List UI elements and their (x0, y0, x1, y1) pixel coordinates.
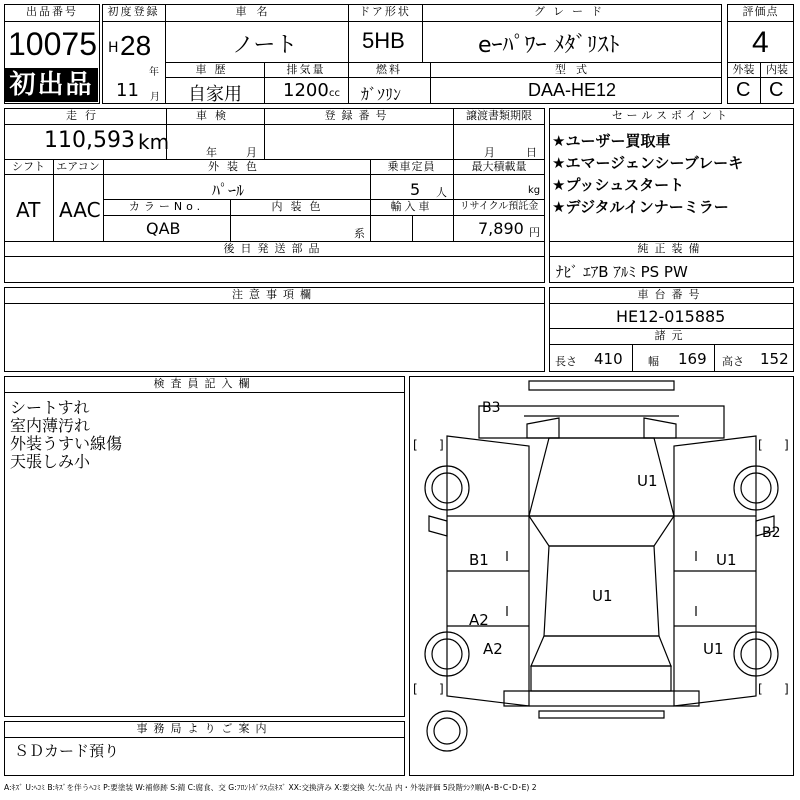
transfer-month-unit: 月 (484, 146, 495, 159)
inspector-note: 外装うすい線傷 (10, 434, 123, 453)
model-label: 型式 (555, 63, 597, 76)
mileage-label: 走行 (66, 109, 104, 122)
inspector-note: 室内薄汚れ (10, 416, 91, 435)
capacity-label: 乗車定員 (387, 160, 436, 173)
damage-mark-b1: B1 (469, 551, 489, 569)
model: DAA-HE12 (528, 80, 617, 100)
recycle-unit: 円 (529, 226, 540, 239)
bracket-left-bottom-close: ] (439, 682, 444, 696)
inspection-label: 車検 (196, 109, 234, 122)
sales-points-label: セールスポイント (611, 109, 731, 122)
exterior-label: 外装 (732, 63, 755, 76)
recycle-deposit: 7,890 (478, 219, 524, 238)
door-type: 5HB (362, 28, 405, 53)
bracket-left-top-close: ] (439, 438, 444, 452)
grade: eｰﾊﾟﾜｰ ﾒﾀﾞﾘｽﾄ (478, 33, 620, 58)
fuel: ｶﾞｿﾘﾝ (361, 85, 402, 104)
damage-mark-left-rear-door: A2 (469, 611, 489, 629)
bracket-right-top: [ (758, 438, 763, 452)
recycle-label: リサイクル預託金 (459, 201, 539, 212)
displacement-label: 排気量 (286, 63, 326, 76)
lot-number: 10075 (8, 26, 97, 62)
score-label: 評価点 (742, 5, 779, 18)
original-equipment-label: 純正装備 (637, 242, 706, 255)
displacement: 1200 (283, 80, 329, 101)
sales-point: ★ユーザー買取車 (552, 132, 671, 150)
lot-number-label: 出品番号 (26, 5, 78, 18)
car-name-label: 車名 (235, 5, 278, 18)
chassis-label: 車台番号 (637, 288, 706, 301)
damage-mark-left-quarter: A2 (483, 640, 503, 658)
notes-label: 注意事項欄 (232, 288, 317, 301)
inspector-note: シートすれ (10, 398, 90, 417)
transfer-deadline-label: 譲渡書類期限 (466, 109, 532, 122)
office-label: 事務局よりご案内 (136, 722, 273, 735)
import-label: 輸入車 (390, 200, 433, 213)
width-label: 幅 (648, 355, 659, 368)
registration-number-label: 登録番号 (324, 109, 393, 122)
original-equipment: ﾅﾋﾞ ｴｱB ｱﾙﾐ PS PW (556, 263, 688, 281)
aircon: AAC (59, 198, 101, 222)
inspection-month-unit: 月 (246, 146, 257, 159)
color-number-label: カラーNo. (128, 200, 205, 213)
damage-mark-hood: U1 (637, 472, 658, 490)
damage-mark-b3: B3 (482, 400, 501, 416)
max-load-label: 最大積載量 (471, 160, 527, 173)
month-unit: 月 (150, 92, 160, 103)
height: 152 (760, 350, 789, 368)
door-type-label: ドア形状 (359, 5, 411, 18)
era: H (108, 40, 119, 56)
width: 169 (678, 350, 707, 368)
later-parts-label: 後日発送部品 (223, 242, 326, 255)
length-label: 長さ (555, 355, 577, 368)
interior-grade: C (769, 79, 784, 101)
registration-year: 28 (120, 30, 152, 61)
car-name: ノート (232, 33, 298, 58)
displacement-unit: cc (329, 88, 340, 99)
first-registration-label: 初度登録 (107, 5, 160, 18)
height-label: 高さ (722, 355, 744, 368)
length: 410 (594, 350, 623, 368)
inspection-year-unit: 年 (206, 146, 217, 159)
shift-label: シフト (12, 160, 45, 173)
damage-mark-roof: U1 (592, 587, 613, 605)
exterior-color: ﾊﾟｰﾙ (212, 181, 245, 200)
capacity-unit: 人 (436, 186, 447, 199)
max-load-unit: kg (528, 185, 541, 196)
history-label: 車歴 (195, 63, 234, 76)
exterior-grade: C (736, 79, 751, 101)
sales-point: ★デジタルインナーミラー (552, 198, 729, 216)
chassis-number: HE12-015885 (616, 307, 726, 326)
mileage: 110,593 (44, 128, 135, 153)
color-number: QAB (146, 219, 181, 238)
damage-mark-b2: B2 (762, 525, 781, 541)
fuel-label: 燃料 (376, 63, 402, 76)
office-note: ＳＤカード預り (14, 742, 120, 760)
score: 4 (752, 26, 769, 59)
inspector-note: 天張しみ小 (10, 452, 91, 471)
history: 自家用 (188, 84, 242, 105)
inspector-label: 検査員記入欄 (153, 377, 256, 390)
specs-label: 諸元 (654, 329, 689, 342)
bracket-right-bottom: [ (758, 682, 763, 696)
car-diagram (409, 376, 794, 776)
damage-mark-right-door: U1 (716, 551, 737, 569)
legend: A:ｷｽﾞ U:ﾍｺﾐ B:ｷｽﾞを伴うﾍｺﾐ P:要塗装 W:補修跡 S:錆 C:腐食、交 G:ﾌﾛﾝﾄｶﾞﾗｽ点ｷｽﾞ XX:交換済み X:要交換 欠:欠品 内・外装評価 5段階ﾗﾝｸ順(A･B･C･D･E) 2 (4, 783, 537, 792)
first-listing-badge: 初出品 (5, 68, 98, 102)
interior-label: 内装 (766, 63, 788, 76)
bracket-left-top: [ (413, 438, 418, 452)
bracket-right-top-close: ] (784, 438, 789, 452)
mileage-unit: km (138, 130, 170, 154)
registration-month: 11 (116, 80, 139, 101)
sales-point: ★エマージェンシーブレーキ (552, 154, 744, 172)
aircon-label: エアコン (56, 160, 100, 173)
transfer-day-unit: 日 (526, 146, 537, 159)
sales-point: ★プッシュスタート (552, 176, 685, 194)
bracket-right-bottom-close: ] (784, 682, 789, 696)
exterior-color-label: 外装色 (208, 160, 265, 173)
interior-color-unit: 系 (354, 227, 365, 240)
grade-label: グレード (534, 5, 610, 18)
shift: AT (16, 198, 41, 222)
damage-mark-right-quarter: U1 (703, 640, 724, 658)
capacity: 5 (410, 180, 421, 199)
bracket-left-bottom: [ (413, 682, 418, 696)
year-unit: 年 (149, 67, 159, 78)
interior-color-label: 内装色 (271, 200, 329, 213)
